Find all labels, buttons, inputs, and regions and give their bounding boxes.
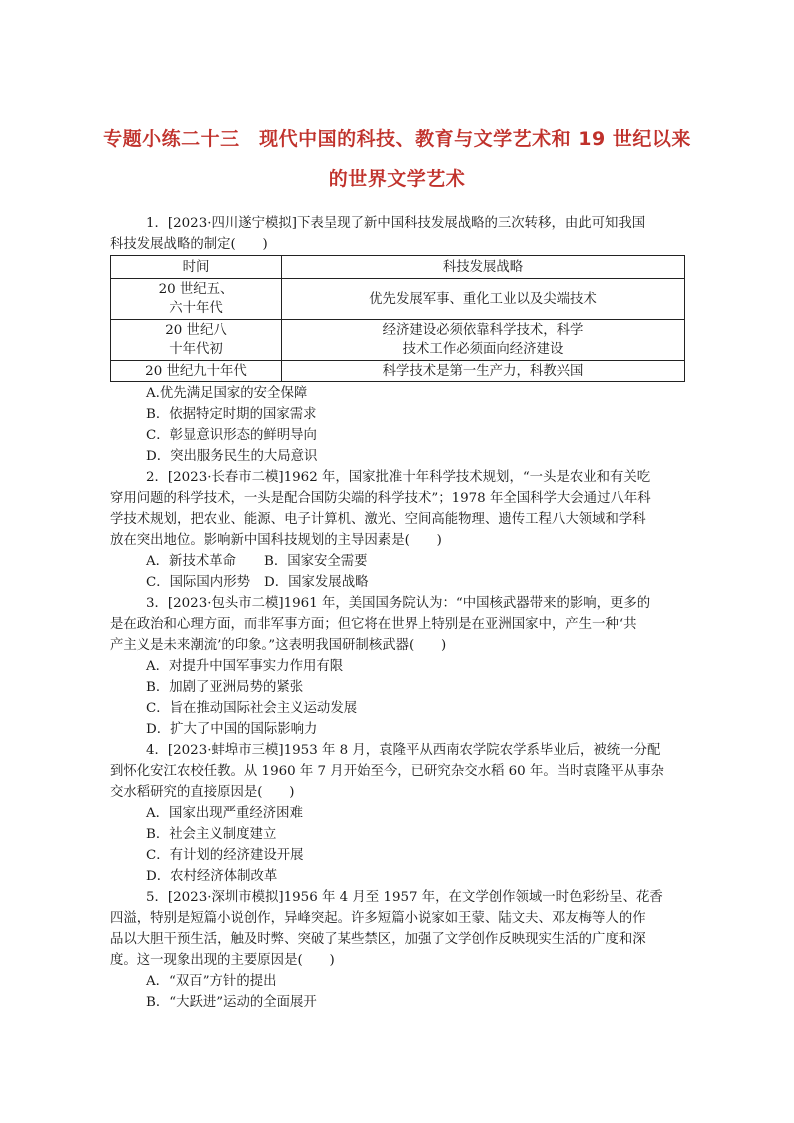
q1-stem-line-1: 1．[2023·四川遂宁模拟]下表呈现了新中国科技发展战略的三次转移，由此可知我国 bbox=[146, 216, 646, 231]
q2-options-row-2 bbox=[146, 573, 368, 593]
q2-stem-line-1: 2．[2023·长春市二模]1962 年，国家批准十年科学技术规划，“一头是农业和有关吃 bbox=[146, 470, 651, 485]
strategy-table bbox=[110, 255, 685, 382]
q3-option-c: C．旨在推动国际社会主义运动发展 bbox=[146, 701, 358, 716]
q5-stem-line-1: 5．[2023·深圳市模拟]1956 年 4 月至 1957 年，在文学创作领域一时色彩纷呈、花香 bbox=[146, 890, 663, 905]
cell-text: 十年代初 bbox=[169, 342, 223, 357]
cell-text: 20 世纪八 bbox=[165, 323, 227, 338]
q1-option-a: A.优先满足国家的安全保障 bbox=[146, 386, 308, 401]
page-title-line-2: 的世界文学艺术 bbox=[328, 168, 466, 190]
table-cell-time bbox=[111, 320, 282, 361]
q2-stem-line-4: 放在突出地位。影响新中国科技规划的主导因素是( ) bbox=[110, 533, 442, 548]
cell-text: 技术工作必须面向经济建设 bbox=[402, 342, 564, 357]
table-row bbox=[111, 361, 685, 382]
q1-option-c: C．彰显意识形态的鲜明导向 bbox=[146, 428, 317, 443]
q3-stem-line-1: 3．[2023·包头市二模]1961 年，美国国务院认为：“中国核武器带来的影响，更多的 bbox=[146, 596, 651, 611]
cell-text: 经济建设必须依靠科学技术，科学 bbox=[382, 323, 584, 338]
q2-stem-line-3: 学技术规划，把农业、能源、电子计算机、激光、空间高能物理、遗传工程八大领域和学科 bbox=[110, 512, 646, 527]
q4-option-a: A．国家出现严重经济困难 bbox=[146, 806, 303, 821]
q3-stem-line-2: 是在政治和心理方面，而非军事方面；但它将在世界上特别是在亚洲国家中，产生一种‘共 bbox=[110, 617, 637, 632]
q3-option-b: B．加剧了亚洲局势的紧张 bbox=[146, 680, 304, 695]
q1-stem-line-2: 科技发展战略的制定( ) bbox=[110, 237, 268, 252]
q2-options-row-1 bbox=[146, 552, 368, 572]
q5-option-a: A．“双百”方针的提出 bbox=[146, 974, 277, 989]
table-header-row bbox=[111, 256, 685, 279]
table-cell-strategy bbox=[282, 279, 685, 320]
page-title-line-1: 专题小练二十三 现代中国的科技、教育与文学艺术和 19 世纪以来 bbox=[103, 128, 691, 150]
q3-option-a: A．对提升中国军事实力作用有限 bbox=[146, 659, 344, 674]
cell-text: 六十年代 bbox=[169, 301, 223, 316]
q5-option-b: B．“大跃进”运动的全面展开 bbox=[146, 995, 317, 1010]
table-cell-time bbox=[111, 279, 282, 320]
table-header-strategy: 科技发展战略 bbox=[282, 256, 685, 279]
q4-option-d: D．农村经济体制改革 bbox=[146, 869, 278, 884]
q4-stem-line-3: 交水稻研究的直接原因是( ) bbox=[110, 785, 295, 800]
q2-option-d: D．国家发展战略 bbox=[264, 575, 369, 590]
q2-option-a: A．新技术革命 bbox=[146, 554, 237, 569]
q2-stem-line-2: 穿用问题的科学技术，一头是配合国防尖端的科学技术”；1978 年全国科学大会通过八年科 bbox=[110, 491, 651, 506]
q4-stem-line-2: 到怀化安江农校任教。从 1960 年 7 月开始至今，已研究杂交水稻 60 年。当时袁隆平从事杂 bbox=[110, 764, 664, 779]
table-cell-strategy bbox=[282, 320, 685, 361]
q5-stem-line-2: 四溢，特别是短篇小说创作，异峰突起。许多短篇小说家如王蒙、陆文夫、邓友梅等人的作 bbox=[110, 911, 646, 926]
q4-stem-line-1: 4．[2023·蚌埠市三模]1953 年 8 月，袁隆平从西南农学院农学系毕业后，被统一分配 bbox=[146, 743, 661, 758]
q3-option-d: D．扩大了中国的国际影响力 bbox=[146, 722, 318, 737]
q1-option-b: B．依据特定时期的国家需求 bbox=[146, 407, 317, 422]
table-cell-time: 20 世纪九十年代 bbox=[111, 361, 282, 382]
q2-option-b: B．国家安全需要 bbox=[264, 554, 368, 569]
q1-option-d: D．突出服务民生的大局意识 bbox=[146, 449, 318, 464]
table-row bbox=[111, 320, 685, 361]
cell-text: 20 世纪五、 bbox=[158, 282, 234, 297]
q3-stem-line-3: 产主义是未来潮流’的印象。”这表明我国研制核武器( ) bbox=[110, 638, 447, 653]
table-row bbox=[111, 279, 685, 320]
q5-stem-line-3: 品以大胆干预生活，触及时弊、突破了某些禁区，加强了文学创作反映现实生活的广度和深 bbox=[110, 932, 646, 947]
cell-text: 优先发展军事、重化工业以及尖端技术 bbox=[369, 291, 597, 307]
q2-option-c: C．国际国内形势 bbox=[146, 575, 250, 590]
q5-stem-line-4: 度。这一现象出现的主要原因是( ) bbox=[110, 953, 335, 968]
table-header-time: 时间 bbox=[111, 256, 282, 279]
table-cell-strategy: 科学技术是第一生产力，科教兴国 bbox=[282, 361, 685, 382]
q4-option-b: B．社会主义制度建立 bbox=[146, 827, 277, 842]
q4-option-c: C．有计划的经济建设开展 bbox=[146, 848, 304, 863]
